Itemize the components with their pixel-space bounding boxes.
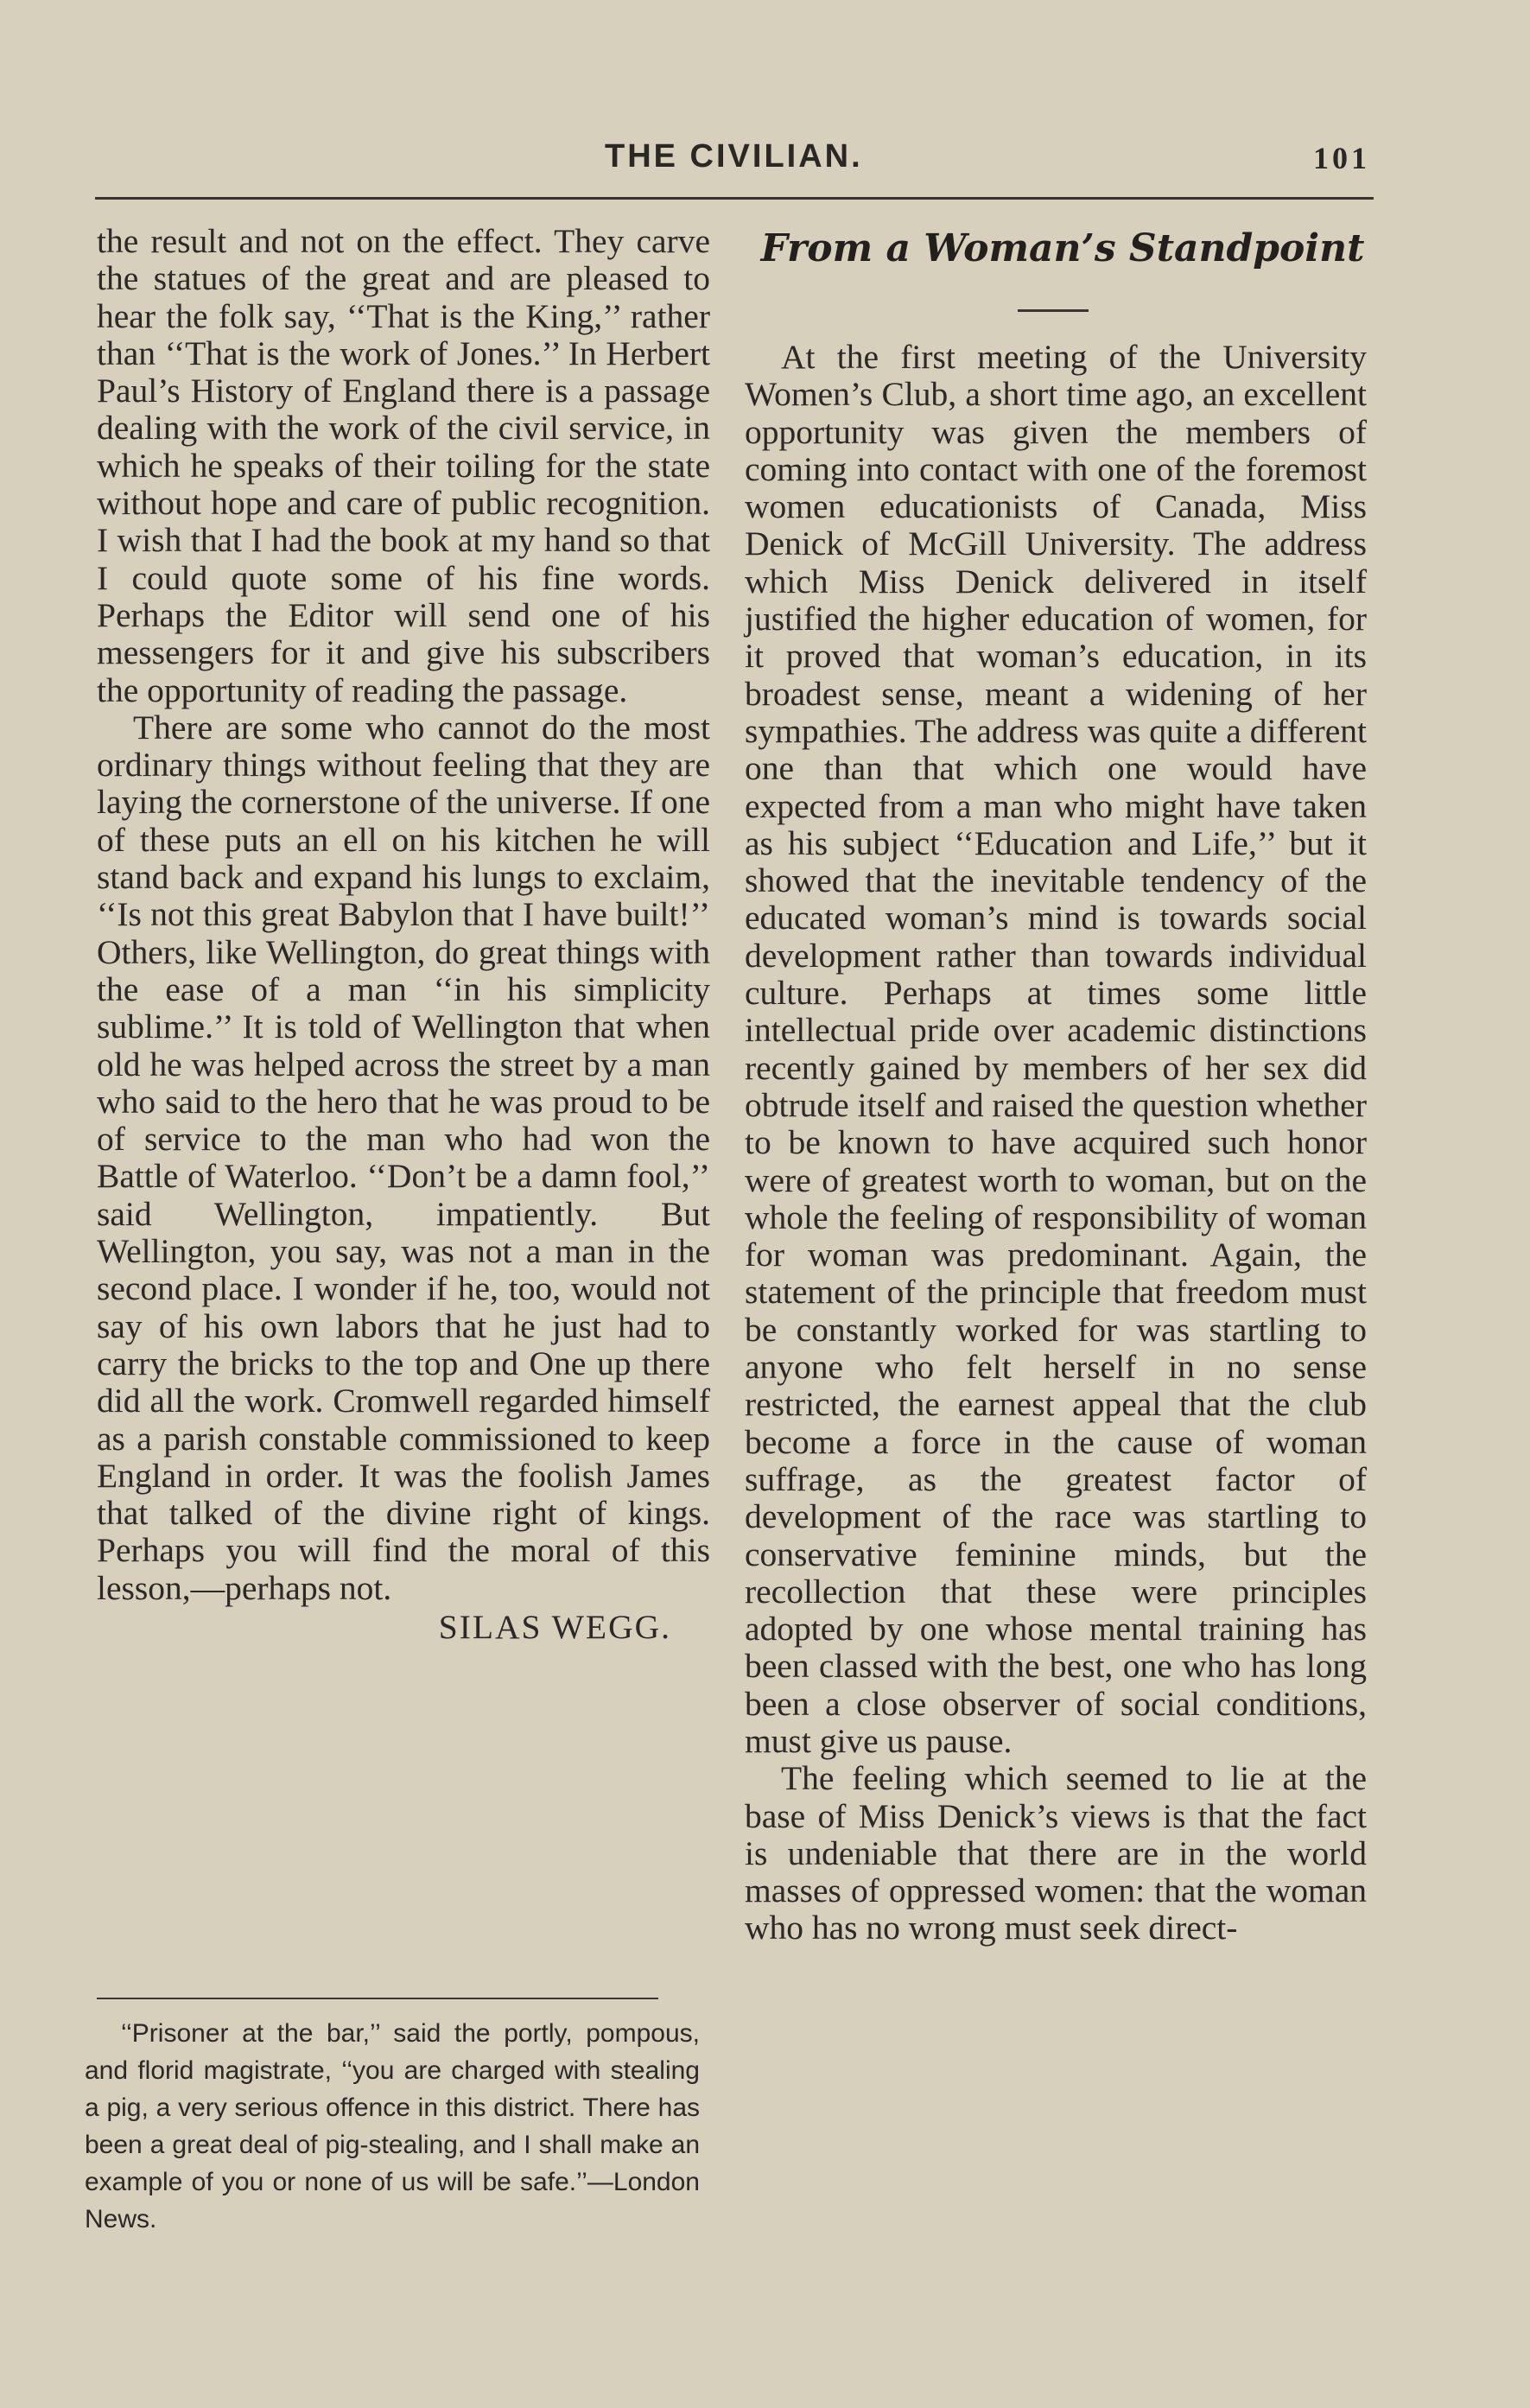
header-rule bbox=[95, 197, 1374, 200]
author-signature: SILAS WEGG. bbox=[438, 1607, 671, 1646]
right-paragraph-club-meeting: At the first meeting of the University Women’s Club, a short time ago, an excellent opportunity was given the members of coming into contact with one of the foremost women educationists of Canada, Miss Denick of McGill University. The address which Miss Denick delivered in itself justified the higher education of women, for it proved that woman’s education, in its broadest sense, meant a widening of her sympathies. The address was quite a different one than that which one would have expected from a man who might have taken as his subject ‘‘Education and Life,’’ but it showed that the inevitable tendency of the educated woman’s mind is towards social development rather than towards individual culture. Perhaps at times some little intellectual pride over academic distinctions recently gained by members of her sex did obtrude itself and raised the question whether to be known to have acquired such honor were of greatest worth to woman, but on the whole the feeling of responsibility of woman for woman was predominant. Again, the statement of the principle that freedom must be constantly worked for was startling to anyone who felt herself in no sense restricted, the earnest appeal that the club become a force in the cause of woman suffrage, as the greatest factor of development of the race was startling to conservative feminine minds, but the recollection that these were principles adopted by one whose mental training has been classed with the best, one who has long been a close observer of social conditions, must give us pause. bbox=[745, 338, 1367, 1760]
page-number: 101 bbox=[1313, 141, 1370, 175]
left-column bbox=[97, 223, 710, 1646]
section-title: From a Woman’s Standpoint bbox=[760, 226, 1365, 270]
anecdote-paragraph: ‘‘Prisoner at the bar,’’ said the portly, pompous, and florid magistrate, ‘‘you are charged with stealing a pig, a very serious offence in this district. There has been a great deal of pig-stealing, and I shall make an example of you or none of us will be safe.’’—London News. bbox=[85, 2019, 700, 2233]
right-column bbox=[745, 339, 1367, 1947]
right-paragraph-feeling: The feeling which seemed to lie at the base of Miss Denick’s views is that the fact is undeniable that there are in the world masses of oppressed women: that the woman who has no wrong must seek direct- bbox=[745, 1759, 1367, 1947]
left-paragraph-wellington: There are some who cannot do the most ordinary things without feeling that they are laying the cornerstone of the universe. If one of these puts an ell on his kitchen he will stand back and expand his lungs to exclaim, ‘‘Is not this great Babylon that I have built!’’ Others, like Wellington, do great things with the ease of a man ‘‘in his simplicity sublime.’’ It is told of Wellington that when old he was helped across the street by a man who said to the hero that he was proud to be of service to the man who had won the Battle of Waterloo. ‘‘Don’t be a damn fool,’’ said Wellington, impatiently. But Wellington, you say, was not a man in the second place. I wonder if he, too, would not say of his own labors that he just had to carry the bricks to the top and One up there did all the work. Cromwell regarded himself as a parish constable commissioned to keep England in order. It was the foolish James that talked of the divine right of kings. Perhaps you will find the moral of this lesson,—perhaps not. bbox=[97, 708, 710, 1607]
column-divider-rule bbox=[97, 1998, 658, 1999]
title-rule bbox=[1018, 309, 1089, 312]
left-paragraph-continued: the result and not on the effect. They carve the statues of the great and are pleased to hear the folk say, ‘‘That is the King,’’ rather than ‘‘That is the work of Jones.’’ In Herbert Paul’s History of England there is a passage dealing with the work of the civil service, in which he speaks of their toiling for the state without hope and care of public recognition. I wish that I had the book at my hand so that I could quote some of his fine words. Perhaps the Editor will send one of his messengers for it and give his subscribers the opportunity of reading the passage. bbox=[97, 222, 710, 709]
running-title: THE CIVILIAN. bbox=[605, 138, 863, 175]
